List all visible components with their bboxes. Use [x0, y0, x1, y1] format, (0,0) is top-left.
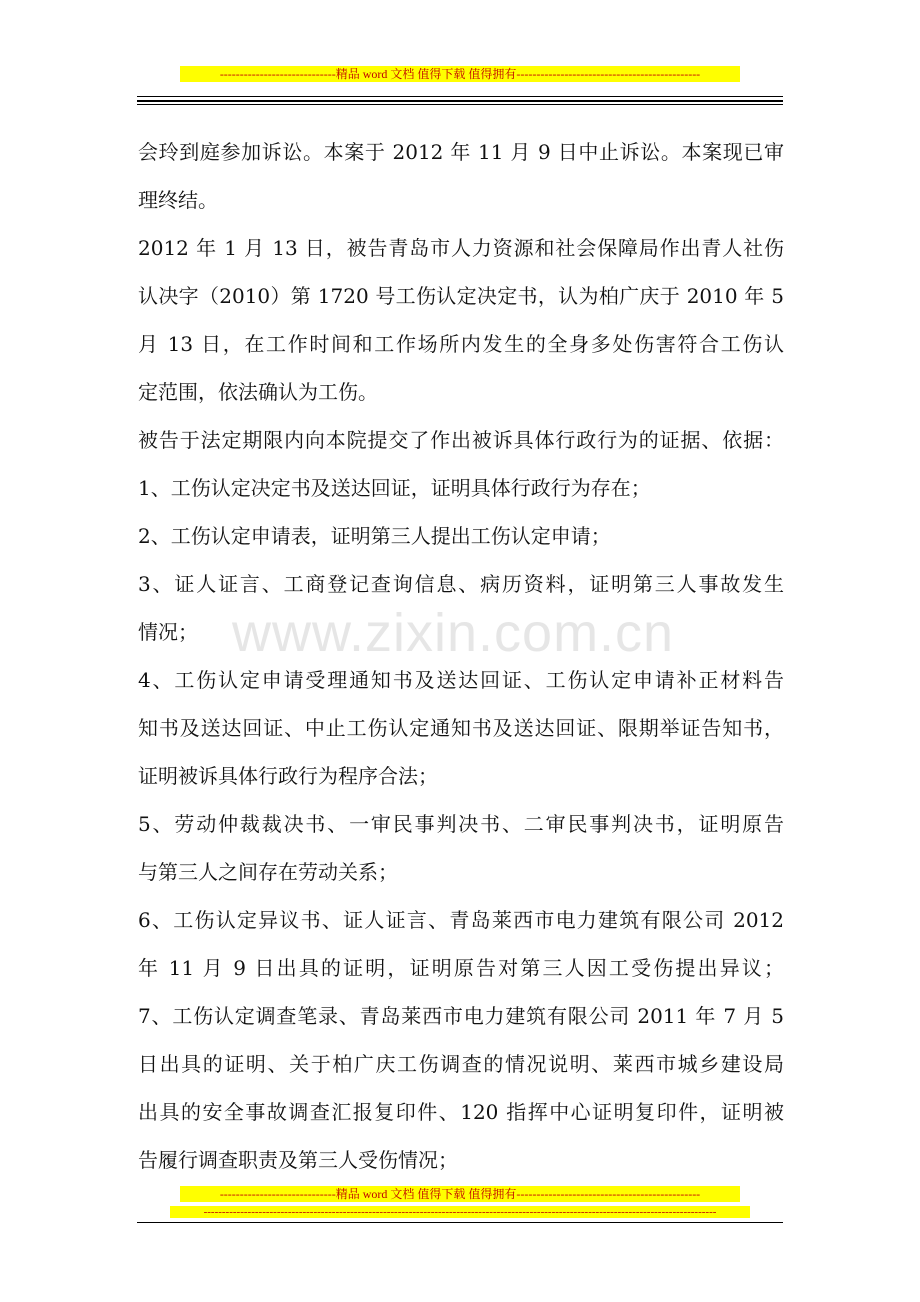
text-line: 2012 年 1 月 13 日，被告青岛市人力资源和社会保障局作出青人社伤	[138, 236, 784, 260]
text-line: 认决字（2010）第 1720 号工伤认定决定书，认为柏广庆于 2010 年 5	[138, 284, 784, 308]
text-line: 月 13 日，在工作时间和工作场所内发生的全身多处伤害符合工伤认	[138, 332, 784, 356]
list-item: 4、工伤认定申请受理通知书及送达回证、工伤认定申请补正材料告	[138, 668, 784, 692]
list-item: 1、工伤认定决定书及送达回证，证明具体行政行为存在；	[138, 476, 651, 500]
header-rule	[137, 104, 783, 105]
list-item-cont: 告履行调查职责及第三人受伤情况；	[138, 1148, 458, 1172]
header-banner: -----------------------------精品 word 文档 值得下载 值得拥有----------------------------------------------	[180, 66, 740, 82]
footer-rule	[137, 1222, 783, 1223]
list-item: 6、工伤认定异议书、证人证言、青岛莱西市电力建筑有限公司 2012	[138, 908, 784, 932]
list-item-cont: 年 11 月 9 日出具的证明，证明原告对第三人因工受伤提出异议；	[138, 956, 784, 980]
text-line: 理终结。	[138, 188, 218, 212]
list-item: 5、劳动仲裁裁决书、一审民事判决书、二审民事判决书，证明原告	[138, 812, 784, 836]
list-item-cont: 出具的安全事故调查汇报复印件、120 指挥中心证明复印件，证明被	[138, 1100, 784, 1124]
list-item: 3、证人证言、工商登记查询信息、病历资料，证明第三人事故发生	[138, 572, 784, 596]
list-item-cont: 知书及送达回证、中止工伤认定通知书及送达回证、限期举证告知书，	[138, 716, 784, 740]
text-line: 会玲到庭参加诉讼。本案于 2012 年 11 月 9 日中止诉讼。本案现已审	[138, 140, 784, 164]
list-item-cont: 与第三人之间存在劳动关系；	[138, 860, 398, 884]
list-item: 7、工伤认定调查笔录、青岛莱西市电力建筑有限公司 2011 年 7 月 5	[138, 1004, 784, 1028]
footer-dashes: --------------------------------------------------------------------------------------------------------------------------------------------	[170, 1206, 750, 1218]
text-line: 定范围，依法确认为工伤。	[138, 380, 378, 404]
document-body	[138, 128, 784, 1184]
header-rule-thick	[137, 100, 783, 102]
watermark: www.zixin.com.cn	[232, 603, 675, 663]
list-item-cont: 情况；	[138, 620, 198, 644]
list-item-cont: 日出具的证明、关于柏广庆工伤调查的情况说明、莱西市城乡建设局	[138, 1052, 784, 1076]
list-item: 2、工伤认定申请表，证明第三人提出工伤认定申请；	[138, 524, 611, 548]
header-rule	[137, 96, 783, 97]
list-item-cont: 证明被诉具体行政行为程序合法；	[138, 764, 438, 788]
footer-banner: -----------------------------精品 word 文档 值得下载 值得拥有----------------------------------------------	[180, 1186, 740, 1202]
text-line: 被告于法定期限内向本院提交了作出被诉具体行政行为的证据、依据：	[138, 428, 784, 452]
